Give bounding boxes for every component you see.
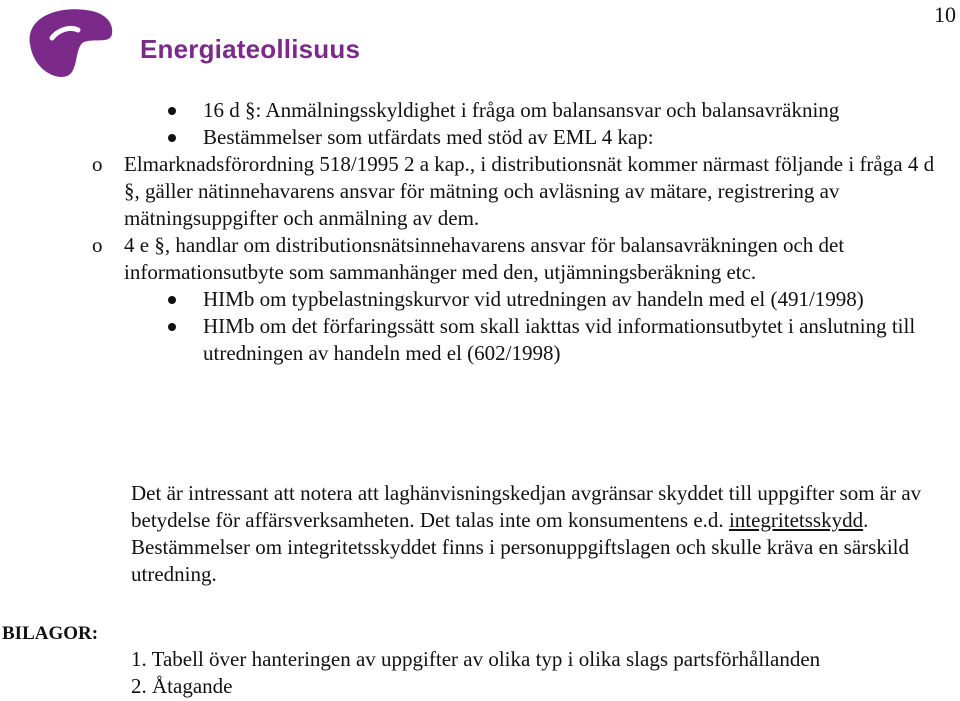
list-item-text: HIMb om typbelastningskurvor vid utredningen av handeln med el (491/1998) (203, 287, 864, 311)
bullet-list (92, 97, 950, 367)
list-item (150, 124, 950, 151)
list-item (150, 313, 950, 367)
list-item-text: 4 e §, handlar om distributionsnätsinnehavarens ansvar för balansavräkningen och det informationsutbyte som sammanhänger med den, utjämningsberäkning etc. (124, 233, 845, 284)
bullet-icon (168, 323, 176, 331)
sub-list-item (0, 232, 950, 286)
paragraph-text: Det är intressant att notera att laghänvisningskedjan avgränsar skyddet till uppgifter som är av betydelse för affärsverksamheten. Det talas inte om konsumentens e.d. (131, 481, 922, 532)
company-logo (22, 4, 362, 84)
list-item (150, 97, 950, 124)
attachments-heading: BILAGOR: (2, 623, 99, 644)
attachment-item: 1. Tabell över hanteringen av uppgifter av olika typ i olika slags partsförhållanden (131, 647, 821, 671)
list-item-text: 16 d §: Anmälningsskyldighet i fråga om balansansvar och balansavräkning (203, 98, 840, 122)
list-item-text: HIMb om det förfaringssätt som skall iakttas vid informationsutbytet i anslutning till utredningen av handeln med el (602/1998) (203, 314, 916, 365)
attachment-item: 2. Åtagande (131, 674, 233, 698)
paragraph-text: . Bestämmelser om integritetsskyddet finns i personuppgiftslagen och skulle kräva en särskild utredning. (131, 508, 910, 586)
sub-bullet-icon: o (92, 233, 103, 257)
bullet-icon (168, 134, 176, 142)
list-item-text: Bestämmelser som utfärdats med stöd av EML 4 kap: (203, 125, 654, 149)
bullet-icon (168, 296, 176, 304)
sub-list-item (0, 151, 950, 232)
logo-wordmark: Energiateollisuus (140, 34, 361, 64)
page-number: 10 (934, 2, 956, 27)
list-item (150, 286, 950, 313)
bullet-icon (168, 107, 176, 115)
body-paragraph (131, 480, 951, 588)
underlined-term: integritetsskydd (728, 508, 864, 532)
attachments-list (131, 646, 820, 700)
sub-bullet-icon: o (92, 152, 103, 176)
logo-mark-icon (22, 4, 122, 84)
list-item-text: Elmarknadsförordning 518/1995 2 a kap., i distributionsnät kommer närmast följande i fråga 4 d §, gäller nätinnehavarens ansvar för mätning och avläsning av mätare, registrering av mätningsuppgifter och anmälning av dem. (124, 152, 935, 230)
